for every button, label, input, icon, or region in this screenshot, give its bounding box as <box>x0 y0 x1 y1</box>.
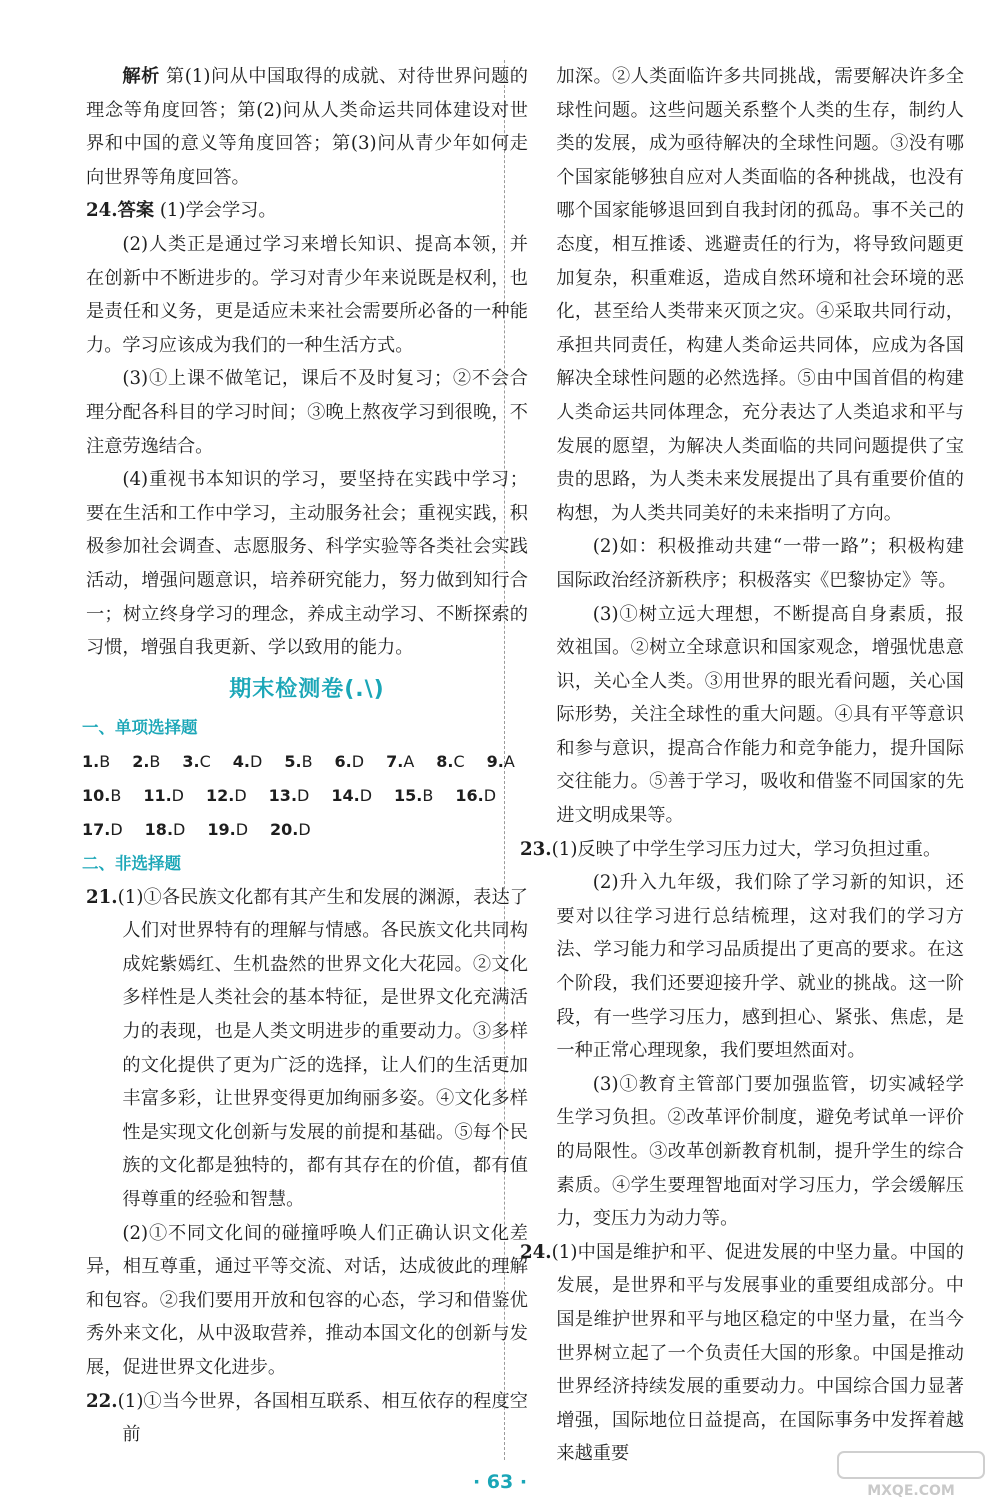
mc-answer-letter: C <box>199 751 211 771</box>
mc-answer <box>206 779 247 813</box>
mc-question-number: 19. <box>207 819 236 839</box>
page-number: · 63 · <box>472 1471 528 1493</box>
mc-question-number: 13. <box>268 785 298 805</box>
mc-answer-letter: D <box>235 819 249 839</box>
analysis-label: 解析 <box>122 66 160 87</box>
mc-question-number: 15. <box>394 785 423 805</box>
mc-answer-letter: D <box>110 819 123 839</box>
mc-answer <box>284 745 312 779</box>
q21-number: 21. <box>86 886 118 908</box>
mc-question-number: 5. <box>284 751 302 771</box>
q23-answer-1 <box>520 833 964 867</box>
q24-answer-3: (3)①上课不做笔记，课后不及时复习；②不会合理分配各科目的学习时间；③晚上熬夜学习到很晚，不注意劳逸结合。 <box>86 368 528 457</box>
mc-question-number: 12. <box>206 785 235 805</box>
mc-answer <box>82 745 110 779</box>
mc-answer <box>182 745 210 779</box>
multiple-choice-answers <box>82 745 528 847</box>
mc-question-number: 8. <box>436 751 454 771</box>
mc-answer <box>132 745 160 779</box>
exam-title: 期末检测卷(.\) <box>229 676 385 702</box>
mc-question-number: 10. <box>82 785 111 805</box>
q21-answer-2: (2)①不同文化间的碰撞呼唤人们正确认识文化差异，相互尊重，通过平等交流、对话，达成彼此的理解和包容。②我们要用开放和包容的心态，学习和借鉴优秀外来文化，从中汲取营养，推动本国文化的创新与发展，促进世界文化进步。 <box>86 1222 528 1378</box>
mc-answer <box>335 745 365 779</box>
q21-answer-1-text: (1)①各民族文化都有其产生和发展的渊源，表达了人们对世界特有的理解与情感。各民族文化共同构成姹紫嫣红、生机盎然的世界文化大花园。②文化多样性是人类社会的基本特征，是世界文化充满活力的表现，也是人类文明进步的重要动力。③多样的文化提供了更为广泛的选择，让人们的生活更加丰富多彩，让世界变得更加绚丽多姿。④文化多样性是实现文化创新与发展的前提和基础。⑤每个民族的文化都是独特的，都有其存在的价值，都有值得尊重的经验和智慧。 <box>117 886 528 1211</box>
mc-answer <box>455 779 496 813</box>
mc-answer-row <box>82 779 528 813</box>
mc-answer <box>394 779 433 813</box>
section-multiple-choice: 一、单项选择题 <box>82 717 198 737</box>
mc-question-number: 9. <box>486 751 504 771</box>
mc-answer-letter: D <box>171 785 184 805</box>
q23-number: 23. <box>520 838 552 860</box>
left-column <box>82 60 528 1452</box>
q22-answer-2: (2)如：积极推动共建“一带一路”；积极构建国际政治经济新秩序；积极落实《巴黎协定》等。 <box>556 536 964 591</box>
mc-answer-letter: B <box>301 751 313 771</box>
mc-answer <box>233 745 263 779</box>
mc-question-number: 1. <box>82 751 100 771</box>
q22-answer-1-continued: 加深。②人类面临许多共同挑战，需要解决许多全球性问题。这些问题关系整个人类的生存，制约人类的发展，成为亟待解决的全球性问题。③没有哪个国家能够独自应对人类面临的各种挑战，也没有哪个国家能够退回到自我封闭的孤岛。事不关己的态度，相互推诿、逃避责任的行为，将导致问题更加复杂，积重难返，造成自然环境和社会环境的恶化，甚至给人类带来灭顶之灾。④采取共同行动，承担共同责任，构建人类命运共同体，应成为各国解决全球性问题的必然选择。⑤由中国首倡的构建人类命运共同体理念，充分表达了人类追求和平与发展的愿望，为解决人类面临的共同问题提供了宝贵的思路，为人类未来发展提出了具有重要价值的构想，为人类共同美好的未来指明了方向。 <box>556 66 964 524</box>
mc-answer <box>331 779 372 813</box>
mc-answer-letter: D <box>298 819 311 839</box>
mc-answer <box>82 813 123 847</box>
q24-answer-4: (4)重视书本知识的学习，要坚持在实践中学习；要在生活和工作中学习，主动服务社会；重视实践，积极参加社会调查、志愿服务、科学实验等各类社会实践活动，增强问题意识，培养研究能力，努力做到知行合一；树立终身学习的理念，养成主动学习、不断探索的习惯，增强自我更新、学以致用的能力。 <box>86 469 528 659</box>
mc-answer <box>436 745 464 779</box>
mc-question-number: 16. <box>455 785 484 805</box>
q22-answer-3: (3)①树立远大理想，不断提高自身素质，报效祖国。②树立全球意识和国家观念，增强忧患意识，关心全人类。③用世界的眼光看问题，关心国际形势，关注全球性的重大问题。④具有平等意识和参与意识，提高合作能力和竞争能力，提升国际交往能力。⑤善于学习，吸收和借鉴不同国家的先进文明成果等。 <box>556 603 964 827</box>
mc-answer-letter: C <box>453 751 465 771</box>
mc-answer <box>269 779 310 813</box>
mc-question-number: 14. <box>331 785 360 805</box>
q24-answer-2: (2)人类正是通过学习来增长知识、提高本领，并在创新中不断进步的。学习对青少年来说既是权利，也是责任和义务，更是适应未来社会需要所必备的一种能力。学习应该成为我们的一种生活方式。 <box>86 233 528 356</box>
q24-right-answer-1-text: (1)中国是维护和平、促进发展的中坚力量。中国的发展，是世界和平与发展事业的重要组成部分。中国是维护世界和平与地区稳定的中坚力量，在当今世界树立起了一个负责任大国的形象。中国是推动世界经济持续发展的重要动力。中国综合国力显著增强，国际地位日益提高，在国际事务中发挥着越来越重要 <box>551 1241 964 1465</box>
mc-answer <box>487 745 515 779</box>
mc-question-number: 11. <box>143 785 172 805</box>
mc-answer <box>386 745 414 779</box>
mc-question-number: 18. <box>144 819 174 839</box>
q23-answer-1-text: (1)反映了中学生学习压力过大，学习负担过重。 <box>551 838 942 860</box>
analysis-text: 第(1)问从中国取得的成就、对待世界问题的理念等角度回答；第(2)问从人类命运共同体建设对世界和中国的意义等角度回答；第(3)问从青少年如何走向世界等角度回答。 <box>86 66 528 188</box>
mc-answer-letter: D <box>250 751 263 771</box>
mc-answer-letter: B <box>99 751 111 771</box>
mc-answer-letter: D <box>297 785 310 805</box>
mc-answer-letter: B <box>422 785 434 805</box>
mc-question-number: 6. <box>334 751 352 771</box>
q24-right-answer-1 <box>520 1236 964 1471</box>
mc-answer-row <box>82 813 528 847</box>
mc-answer-letter: D <box>359 785 373 805</box>
mc-answer <box>270 813 311 847</box>
mc-answer-letter: B <box>110 785 122 805</box>
q22-answer-1-start <box>86 1385 528 1452</box>
q24-right-number: 24. <box>520 1241 552 1263</box>
watermark-text: MXQE.COM <box>867 1483 955 1499</box>
analysis-paragraph <box>86 60 528 194</box>
mc-answer <box>145 813 186 847</box>
q24-answer-line <box>86 194 528 228</box>
q21-answer-1 <box>86 881 528 1217</box>
q23-answer-2: (2)升入九年级，我们除了学习新的知识，还要对以往学习进行总结梳理，这对我们的学习方法、学习能力和学习品质提出了更高的要求。在这个阶段，我们还要迎接升学、就业的挑战。这一阶段，有一些学习压力，感到担心、紧张、焦虑，是一种正常心理现象，我们要坦然面对。 <box>556 872 964 1062</box>
q24-answer-1: (1)学会学习。 <box>154 200 277 222</box>
answer-label: 答案 <box>117 200 155 222</box>
mc-question-number: 20. <box>270 819 299 839</box>
mc-answer-letter: D <box>173 819 186 839</box>
q22-number: 22. <box>86 1390 118 1412</box>
mc-answer-letter: D <box>483 785 497 805</box>
mc-answer-letter: B <box>149 751 161 771</box>
mc-answer-letter: A <box>403 751 415 771</box>
right-column <box>520 60 964 1471</box>
mc-answer <box>82 779 121 813</box>
mc-answer-letter: A <box>503 751 515 771</box>
mc-question-number: 2. <box>132 751 150 771</box>
mc-answer-letter: D <box>234 785 247 805</box>
mc-question-number: 17. <box>82 819 111 839</box>
mc-question-number: 7. <box>386 751 404 771</box>
q22-answer-1-start-text: (1)①当今世界，各国相互联系、相互依存的程度空前 <box>117 1390 528 1446</box>
mc-answer <box>207 813 248 847</box>
mc-answer-row <box>82 745 528 779</box>
mc-answer-letter: D <box>351 751 365 771</box>
mc-answer <box>143 779 184 813</box>
q23-answer-3: (3)①教育主管部门要加强监管，切实减轻学生学习负担。②改革评价制度，避免考试单一评价的局限性。③改革创新教育机制，提升学生的综合素质。④学生要理智地面对学习压力，学会缓解压力，变压力为动力等。 <box>556 1073 964 1230</box>
q24-number: 24. <box>86 200 118 222</box>
mc-question-number: 4. <box>232 751 251 771</box>
mc-question-number: 3. <box>182 751 200 771</box>
section-non-choice: 二、非选择题 <box>82 853 181 873</box>
watermark-logo <box>836 1448 986 1500</box>
